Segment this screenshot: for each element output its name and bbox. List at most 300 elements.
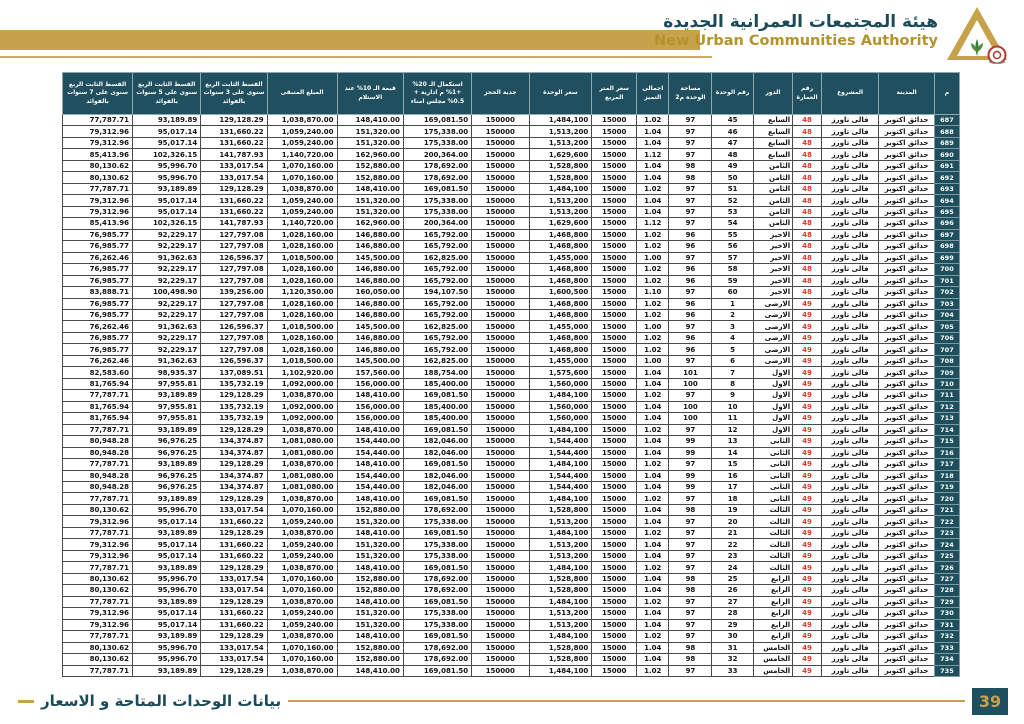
cell-inst_3y: 133,017.54 xyxy=(201,573,267,584)
cell-booking: 150000 xyxy=(472,504,529,515)
cell-inst_3y: 127,797.08 xyxy=(201,264,267,275)
col-header-remaining: المبلغ المتبقى xyxy=(267,73,337,115)
cell-inst_5y: 100,498.90 xyxy=(133,287,201,298)
cell-unit_price: 1,513,200 xyxy=(529,550,592,561)
cell-building: 49 xyxy=(793,527,822,538)
cell-unit_price: 1,468,800 xyxy=(529,241,592,252)
cell-booking: 150000 xyxy=(472,241,529,252)
cell-remaining: 1,070,160.00 xyxy=(267,654,337,665)
table-row xyxy=(63,527,960,538)
cell-city: حدائق اكتوبر xyxy=(879,160,935,171)
cell-unit_price: 1,484,100 xyxy=(529,424,592,435)
col-header-premium: اجمالى التميز xyxy=(637,73,669,115)
cell-delivery_10: 146,880.00 xyxy=(337,241,403,252)
cell-delivery_10: 151,320.00 xyxy=(337,539,403,550)
cell-area: 96 xyxy=(669,344,712,355)
cell-inst_7y: 77,787.71 xyxy=(63,631,133,642)
cell-inst_7y: 76,985.77 xyxy=(63,344,133,355)
units-price-table xyxy=(62,72,960,677)
cell-city: حدائق اكتوبر xyxy=(879,149,935,160)
cell-city: حدائق اكتوبر xyxy=(879,298,935,309)
cell-inst_3y: 129,128.29 xyxy=(201,183,267,194)
cell-building: 48 xyxy=(793,183,822,194)
table-row xyxy=(63,126,960,137)
cell-floor: الاخير xyxy=(753,264,792,275)
cell-completion: 178,692.00 xyxy=(403,654,471,665)
cell-inst_3y: 133,017.54 xyxy=(201,585,267,596)
cell-inst_7y: 82,583.60 xyxy=(63,367,133,378)
cell-project: فالى تاورز xyxy=(821,183,878,194)
cell-meter_price: 15000 xyxy=(592,619,637,630)
cell-remaining: 1,081,080.00 xyxy=(267,447,337,458)
cell-area: 97 xyxy=(669,126,712,137)
cell-completion: 169,081.50 xyxy=(403,665,471,676)
cell-delivery_10: 145,500.00 xyxy=(337,252,403,263)
cell-unit_price: 1,468,800 xyxy=(529,264,592,275)
table-row xyxy=(63,252,960,263)
cell-inst_3y: 127,797.08 xyxy=(201,344,267,355)
table-row xyxy=(63,195,960,206)
table-row xyxy=(63,390,960,401)
cell-remaining: 1,070,160.00 xyxy=(267,160,337,171)
cell-premium: 1.02 xyxy=(637,332,669,343)
cell-premium: 1.04 xyxy=(637,206,669,217)
cell-inst_3y: 127,797.08 xyxy=(201,309,267,320)
cell-building: 48 xyxy=(793,206,822,217)
cell-delivery_10: 145,500.00 xyxy=(337,355,403,366)
cell-completion: 178,692.00 xyxy=(403,642,471,653)
cell-area: 97 xyxy=(669,493,712,504)
cell-premium: 1.12 xyxy=(637,149,669,160)
cell-unit: 29 xyxy=(712,619,753,630)
table-row xyxy=(63,665,960,676)
cell-unit_price: 1,528,800 xyxy=(529,172,592,183)
table-row xyxy=(63,401,960,412)
cell-remaining: 1,070,160.00 xyxy=(267,172,337,183)
cell-inst_5y: 95,996.70 xyxy=(133,160,201,171)
cell-completion: 169,081.50 xyxy=(403,115,471,126)
cell-inst_7y: 81,765.94 xyxy=(63,413,133,424)
cell-inst_7y: 79,312.96 xyxy=(63,206,133,217)
cell-remaining: 1,028,160.00 xyxy=(267,344,337,355)
cell-area: 97 xyxy=(669,539,712,550)
cell-meter_price: 15000 xyxy=(592,596,637,607)
cell-area: 97 xyxy=(669,218,712,229)
cell-unit: 31 xyxy=(712,642,753,653)
cell-delivery_10: 151,320.00 xyxy=(337,608,403,619)
cell-meter_price: 15000 xyxy=(592,470,637,481)
cell-delivery_10: 152,880.00 xyxy=(337,642,403,653)
cell-building: 49 xyxy=(793,413,822,424)
cell-unit: 46 xyxy=(712,126,753,137)
cell-remaining: 1,102,920.00 xyxy=(267,367,337,378)
table-row xyxy=(63,332,960,343)
table-row xyxy=(63,539,960,550)
cell-booking: 150000 xyxy=(472,539,529,550)
cell-area: 101 xyxy=(669,367,712,378)
cell-remaining: 1,028,160.00 xyxy=(267,298,337,309)
cell-delivery_10: 146,880.00 xyxy=(337,309,403,320)
cell-booking: 150000 xyxy=(472,527,529,538)
cell-delivery_10: 146,880.00 xyxy=(337,332,403,343)
cell-id: 725 xyxy=(934,550,959,561)
cell-delivery_10: 151,320.00 xyxy=(337,195,403,206)
cell-unit_price: 1,484,100 xyxy=(529,390,592,401)
cell-remaining: 1,070,160.00 xyxy=(267,642,337,653)
cell-premium: 1.04 xyxy=(637,654,669,665)
cell-meter_price: 15000 xyxy=(592,275,637,286)
col-header-inst_5y: القسط الثابت الربع سنوى على 5 سنوات بالفوائد xyxy=(133,73,201,115)
cell-id: 694 xyxy=(934,195,959,206)
cell-unit: 52 xyxy=(712,195,753,206)
cell-meter_price: 15000 xyxy=(592,516,637,527)
cell-inst_3y: 129,128.29 xyxy=(201,527,267,538)
cell-id: 713 xyxy=(934,413,959,424)
cell-inst_7y: 77,787.71 xyxy=(63,424,133,435)
cell-booking: 150000 xyxy=(472,149,529,160)
cell-completion: 169,081.50 xyxy=(403,596,471,607)
cell-delivery_10: 154,440.00 xyxy=(337,482,403,493)
table-row xyxy=(63,115,960,126)
cell-completion: 175,338.00 xyxy=(403,619,471,630)
cell-meter_price: 15000 xyxy=(592,126,637,137)
table-row xyxy=(63,642,960,653)
cell-unit_price: 1,528,800 xyxy=(529,585,592,596)
cell-booking: 150000 xyxy=(472,608,529,619)
cell-area: 97 xyxy=(669,321,712,332)
cell-area: 98 xyxy=(669,160,712,171)
cell-project: فالى تاورز xyxy=(821,401,878,412)
cell-city: حدائق اكتوبر xyxy=(879,585,935,596)
cell-city: حدائق اكتوبر xyxy=(879,115,935,126)
cell-area: 97 xyxy=(669,424,712,435)
cell-building: 48 xyxy=(793,115,822,126)
cell-inst_7y: 76,985.77 xyxy=(63,298,133,309)
cell-booking: 150000 xyxy=(472,275,529,286)
authority-title-arabic: هيئة المجتمعات العمرانية الجديدة xyxy=(663,12,938,32)
cell-booking: 150000 xyxy=(472,631,529,642)
cell-completion: 200,364.00 xyxy=(403,149,471,160)
cell-inst_7y: 76,985.77 xyxy=(63,309,133,320)
cell-building: 49 xyxy=(793,298,822,309)
cell-booking: 150000 xyxy=(472,516,529,527)
table-row xyxy=(63,493,960,504)
cell-building: 48 xyxy=(793,149,822,160)
cell-remaining: 1,038,870.00 xyxy=(267,527,337,538)
cell-inst_7y: 80,130.62 xyxy=(63,504,133,515)
cell-completion: 178,692.00 xyxy=(403,573,471,584)
cell-completion: 175,338.00 xyxy=(403,206,471,217)
cell-meter_price: 15000 xyxy=(592,218,637,229)
cell-unit: 28 xyxy=(712,608,753,619)
table-row xyxy=(63,413,960,424)
cell-floor: الرابع xyxy=(753,596,792,607)
cell-completion: 175,338.00 xyxy=(403,539,471,550)
cell-project: فالى تاورز xyxy=(821,206,878,217)
cell-delivery_10: 152,880.00 xyxy=(337,160,403,171)
cell-floor: الاخير xyxy=(753,229,792,240)
cell-unit: 9 xyxy=(712,390,753,401)
cell-premium: 1.02 xyxy=(637,493,669,504)
cell-city: حدائق اكتوبر xyxy=(879,264,935,275)
cell-inst_3y: 131,660.22 xyxy=(201,137,267,148)
cell-unit_price: 1,544,400 xyxy=(529,436,592,447)
cell-unit_price: 1,528,800 xyxy=(529,504,592,515)
cell-unit_price: 1,484,100 xyxy=(529,562,592,573)
cell-floor: الخامس xyxy=(753,642,792,653)
cell-id: 687 xyxy=(934,115,959,126)
cell-project: فالى تاورز xyxy=(821,390,878,401)
cell-remaining: 1,081,080.00 xyxy=(267,470,337,481)
cell-booking: 150000 xyxy=(472,642,529,653)
cell-delivery_10: 148,410.00 xyxy=(337,527,403,538)
cell-area: 97 xyxy=(669,608,712,619)
cell-premium: 1.04 xyxy=(637,539,669,550)
cell-floor: الثانى xyxy=(753,436,792,447)
cell-inst_7y: 80,130.62 xyxy=(63,160,133,171)
cell-building: 49 xyxy=(793,459,822,470)
page-footer xyxy=(18,686,1008,716)
cell-completion: 178,692.00 xyxy=(403,172,471,183)
cell-project: فالى تاورز xyxy=(821,275,878,286)
cell-id: 692 xyxy=(934,172,959,183)
cell-unit_price: 1,513,200 xyxy=(529,126,592,137)
cell-area: 100 xyxy=(669,413,712,424)
cell-meter_price: 15000 xyxy=(592,459,637,470)
cell-completion: 165,792.00 xyxy=(403,264,471,275)
cell-project: فالى تاورز xyxy=(821,516,878,527)
cell-delivery_10: 148,410.00 xyxy=(337,459,403,470)
cell-delivery_10: 154,440.00 xyxy=(337,436,403,447)
cell-city: حدائق اكتوبر xyxy=(879,470,935,481)
cell-remaining: 1,038,870.00 xyxy=(267,665,337,676)
cell-inst_5y: 95,996.70 xyxy=(133,573,201,584)
cell-unit_price: 1,513,200 xyxy=(529,195,592,206)
cell-inst_3y: 127,797.08 xyxy=(201,241,267,252)
cell-id: 701 xyxy=(934,275,959,286)
cell-city: حدائق اكتوبر xyxy=(879,504,935,515)
cell-city: حدائق اكتوبر xyxy=(879,550,935,561)
cell-city: حدائق اكتوبر xyxy=(879,309,935,320)
cell-building: 48 xyxy=(793,229,822,240)
cell-meter_price: 15000 xyxy=(592,206,637,217)
col-header-unit: رقم الوحدة xyxy=(712,73,753,115)
table-row xyxy=(63,355,960,366)
table-row xyxy=(63,137,960,148)
cell-unit: 4 xyxy=(712,332,753,343)
table-row xyxy=(63,447,960,458)
cell-inst_5y: 97,955.81 xyxy=(133,401,201,412)
cell-inst_5y: 97,955.81 xyxy=(133,378,201,389)
cell-booking: 150000 xyxy=(472,252,529,263)
cell-meter_price: 15000 xyxy=(592,447,637,458)
table-row xyxy=(63,218,960,229)
cell-booking: 150000 xyxy=(472,619,529,630)
cell-meter_price: 15000 xyxy=(592,264,637,275)
cell-meter_price: 15000 xyxy=(592,550,637,561)
cell-area: 97 xyxy=(669,516,712,527)
cell-inst_7y: 77,787.71 xyxy=(63,562,133,573)
cell-id: 720 xyxy=(934,493,959,504)
cell-unit_price: 1,468,800 xyxy=(529,229,592,240)
cell-city: حدائق اكتوبر xyxy=(879,631,935,642)
cell-meter_price: 15000 xyxy=(592,321,637,332)
col-header-inst_3y: القسط الثابت الربع سنوى على 3 سنوات بالفوائد xyxy=(201,73,267,115)
cell-area: 98 xyxy=(669,654,712,665)
cell-unit: 11 xyxy=(712,413,753,424)
cell-meter_price: 15000 xyxy=(592,390,637,401)
table-header-row xyxy=(63,73,960,115)
cell-inst_7y: 76,262.46 xyxy=(63,355,133,366)
cell-premium: 1.04 xyxy=(637,160,669,171)
cell-completion: 169,081.50 xyxy=(403,390,471,401)
cell-premium: 1.04 xyxy=(637,436,669,447)
cell-id: 691 xyxy=(934,160,959,171)
cell-completion: 178,692.00 xyxy=(403,160,471,171)
cell-delivery_10: 151,320.00 xyxy=(337,126,403,137)
cell-area: 98 xyxy=(669,642,712,653)
cell-inst_5y: 93,189.89 xyxy=(133,631,201,642)
cell-premium: 1.02 xyxy=(637,527,669,538)
cell-building: 49 xyxy=(793,573,822,584)
cell-project: فالى تاورز xyxy=(821,493,878,504)
cell-area: 97 xyxy=(669,619,712,630)
cell-unit: 56 xyxy=(712,241,753,252)
cell-unit_price: 1,513,200 xyxy=(529,608,592,619)
cell-delivery_10: 162,960.00 xyxy=(337,218,403,229)
cell-area: 97 xyxy=(669,527,712,538)
cell-id: 728 xyxy=(934,585,959,596)
cell-area: 100 xyxy=(669,401,712,412)
cell-delivery_10: 146,880.00 xyxy=(337,275,403,286)
cell-premium: 1.04 xyxy=(637,573,669,584)
cell-meter_price: 15000 xyxy=(592,482,637,493)
cell-inst_3y: 129,128.29 xyxy=(201,493,267,504)
cell-unit_price: 1,455,000 xyxy=(529,252,592,263)
cell-inst_5y: 93,189.89 xyxy=(133,596,201,607)
cell-unit: 30 xyxy=(712,631,753,642)
cell-unit: 2 xyxy=(712,309,753,320)
cell-project: فالى تاورز xyxy=(821,378,878,389)
cell-inst_7y: 85,413.96 xyxy=(63,218,133,229)
cell-unit_price: 1,560,000 xyxy=(529,401,592,412)
cell-city: حدائق اكتوبر xyxy=(879,321,935,332)
cell-project: فالى تاورز xyxy=(821,137,878,148)
cell-project: فالى تاورز xyxy=(821,573,878,584)
table-row xyxy=(63,298,960,309)
cell-unit: 53 xyxy=(712,206,753,217)
cell-premium: 1.02 xyxy=(637,183,669,194)
cell-booking: 150000 xyxy=(472,218,529,229)
table-row xyxy=(63,562,960,573)
cell-delivery_10: 146,880.00 xyxy=(337,344,403,355)
cell-completion: 165,792.00 xyxy=(403,275,471,286)
table-row xyxy=(63,149,960,160)
cell-delivery_10: 152,880.00 xyxy=(337,654,403,665)
cell-building: 49 xyxy=(793,355,822,366)
cell-remaining: 1,059,240.00 xyxy=(267,550,337,561)
authority-title-english: New Urban Communities Authority xyxy=(654,33,938,50)
cell-inst_5y: 96,976.25 xyxy=(133,470,201,481)
col-header-id: م xyxy=(934,73,959,115)
cell-project: فالى تاورز xyxy=(821,309,878,320)
cell-unit_price: 1,528,800 xyxy=(529,642,592,653)
cell-floor: الاول xyxy=(753,401,792,412)
cell-booking: 150000 xyxy=(472,482,529,493)
cell-premium: 1.02 xyxy=(637,459,669,470)
cell-inst_5y: 95,017.14 xyxy=(133,206,201,217)
cell-remaining: 1,028,160.00 xyxy=(267,309,337,320)
cell-booking: 150000 xyxy=(472,585,529,596)
cell-inst_5y: 95,017.14 xyxy=(133,137,201,148)
cell-area: 98 xyxy=(669,585,712,596)
cell-building: 49 xyxy=(793,401,822,412)
cell-project: فالى تاورز xyxy=(821,229,878,240)
cell-inst_7y: 80,948.28 xyxy=(63,482,133,493)
cell-inst_7y: 79,312.96 xyxy=(63,195,133,206)
table-row xyxy=(63,608,960,619)
table-row xyxy=(63,619,960,630)
cell-project: فالى تاورز xyxy=(821,355,878,366)
cell-booking: 150000 xyxy=(472,355,529,366)
cell-delivery_10: 151,320.00 xyxy=(337,206,403,217)
cell-project: فالى تاورز xyxy=(821,115,878,126)
cell-remaining: 1,059,240.00 xyxy=(267,516,337,527)
cell-unit_price: 1,484,100 xyxy=(529,459,592,470)
cell-city: حدائق اكتوبر xyxy=(879,665,935,676)
cell-inst_7y: 77,787.71 xyxy=(63,390,133,401)
cell-unit: 20 xyxy=(712,516,753,527)
cell-completion: 169,081.50 xyxy=(403,527,471,538)
cell-booking: 150000 xyxy=(472,183,529,194)
cell-project: فالى تاورز xyxy=(821,631,878,642)
footer-section-title: بيانات الوحدات المتاحة و الاسعار xyxy=(41,692,282,710)
cell-inst_7y: 80,948.28 xyxy=(63,447,133,458)
cell-floor: الثانى xyxy=(753,447,792,458)
cell-booking: 150000 xyxy=(472,665,529,676)
cell-premium: 1.04 xyxy=(637,172,669,183)
cell-building: 49 xyxy=(793,470,822,481)
cell-area: 97 xyxy=(669,183,712,194)
cell-city: حدائق اكتوبر xyxy=(879,482,935,493)
cell-building: 49 xyxy=(793,665,822,676)
cell-unit_price: 1,560,000 xyxy=(529,413,592,424)
cell-completion: 188,754.00 xyxy=(403,367,471,378)
cell-city: حدائق اكتوبر xyxy=(879,252,935,263)
cell-city: حدائق اكتوبر xyxy=(879,355,935,366)
table-row xyxy=(63,344,960,355)
cell-project: فالى تاورز xyxy=(821,504,878,515)
cell-unit_price: 1,528,800 xyxy=(529,654,592,665)
cell-remaining: 1,070,160.00 xyxy=(267,504,337,515)
cell-inst_3y: 131,660.22 xyxy=(201,550,267,561)
cell-id: 730 xyxy=(934,608,959,619)
cell-unit_price: 1,575,600 xyxy=(529,367,592,378)
units-price-table-wrap xyxy=(62,72,960,677)
cell-unit_price: 1,513,200 xyxy=(529,516,592,527)
cell-remaining: 1,038,870.00 xyxy=(267,459,337,470)
cell-building: 49 xyxy=(793,504,822,515)
cell-inst_7y: 76,262.46 xyxy=(63,252,133,263)
cell-delivery_10: 146,880.00 xyxy=(337,298,403,309)
cell-id: 709 xyxy=(934,367,959,378)
cell-inst_3y: 129,128.29 xyxy=(201,424,267,435)
cell-premium: 1.04 xyxy=(637,642,669,653)
cell-city: حدائق اكتوبر xyxy=(879,390,935,401)
cell-remaining: 1,070,160.00 xyxy=(267,585,337,596)
cell-remaining: 1,028,160.00 xyxy=(267,264,337,275)
cell-remaining: 1,059,240.00 xyxy=(267,608,337,619)
